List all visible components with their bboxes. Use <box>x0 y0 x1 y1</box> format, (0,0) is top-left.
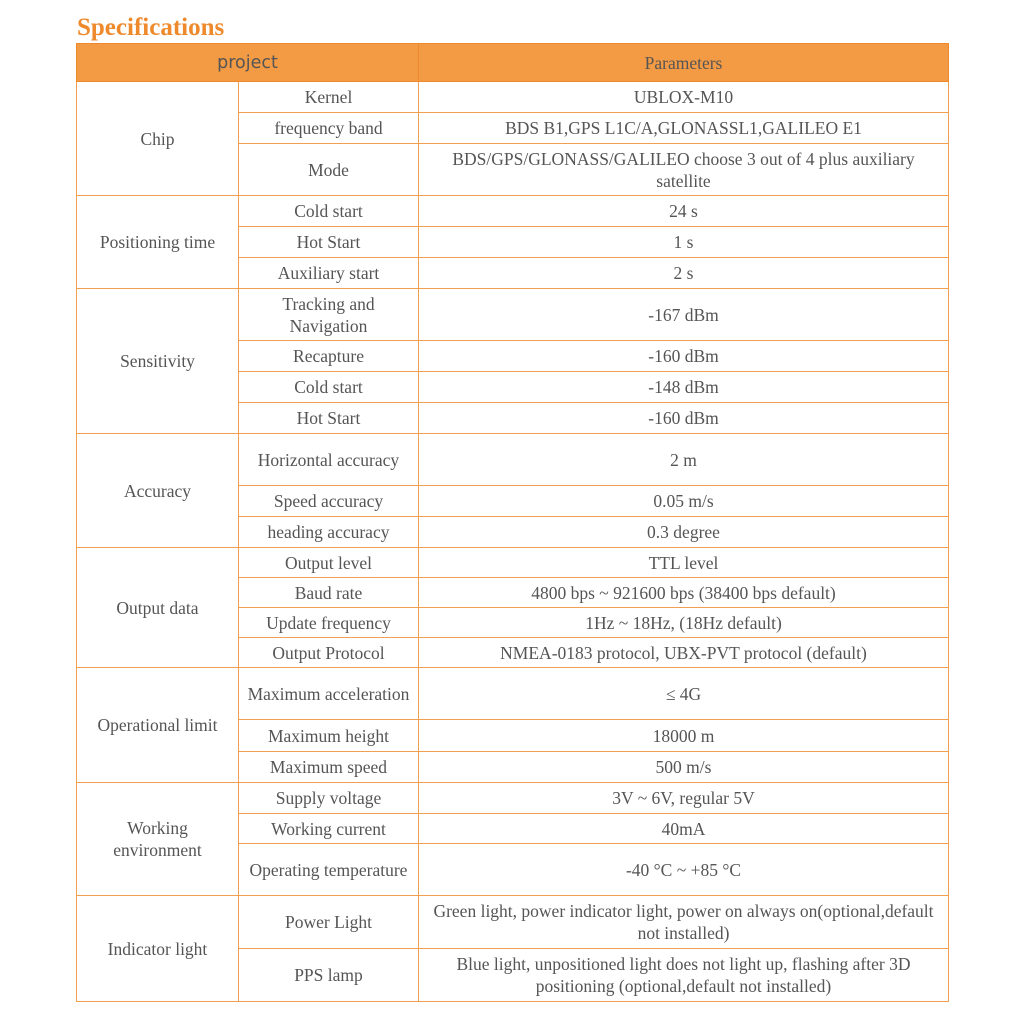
group-label: Indicator light <box>77 896 239 1002</box>
parameter-value: 0.3 degree <box>419 517 949 548</box>
parameter-value: 24 s <box>419 196 949 227</box>
item-label: Supply voltage <box>239 783 419 814</box>
item-label: Tracking and Navigation <box>239 289 419 341</box>
item-label: Recapture <box>239 341 419 372</box>
item-label: Cold start <box>239 372 419 403</box>
table-body <box>77 82 949 1002</box>
item-label: Power Light <box>239 896 419 949</box>
item-label: Hot Start <box>239 403 419 434</box>
parameter-value: -160 dBm <box>419 341 949 372</box>
parameter-value: ≤ 4G <box>419 668 949 720</box>
parameter-value: BDS/GPS/GLONASS/GALILEO choose 3 out of 4 plus auxiliary satellite <box>419 144 949 196</box>
table-row <box>77 196 949 227</box>
parameter-value: -148 dBm <box>419 372 949 403</box>
item-label: Output level <box>239 548 419 578</box>
item-label: Kernel <box>239 82 419 113</box>
parameter-value: Green light, power indicator light, power on always on(optional,default not installed) <box>419 896 949 949</box>
table-row <box>77 289 949 341</box>
item-label: Cold start <box>239 196 419 227</box>
parameter-value: 1Hz ~ 18Hz, (18Hz default) <box>419 608 949 638</box>
group-label: Sensitivity <box>77 289 239 434</box>
group-label: Positioning time <box>77 196 239 289</box>
item-label: Horizontal accuracy <box>239 434 419 486</box>
parameter-value: 40mA <box>419 814 949 844</box>
item-label: heading accuracy <box>239 517 419 548</box>
parameter-value: 2 s <box>419 258 949 289</box>
item-label: Speed accuracy <box>239 486 419 517</box>
parameter-value: UBLOX-M10 <box>419 82 949 113</box>
item-label: Operating temperature <box>239 844 419 896</box>
item-label: Output Protocol <box>239 638 419 668</box>
item-label: Hot Start <box>239 227 419 258</box>
table-row <box>77 783 949 814</box>
parameter-value: 18000 m <box>419 720 949 752</box>
header-row <box>77 44 949 82</box>
group-label: Working environment <box>77 783 239 896</box>
item-label: Auxiliary start <box>239 258 419 289</box>
specifications-table <box>76 43 949 1002</box>
group-label: Output data <box>77 548 239 668</box>
parameter-value: -40 °C ~ +85 °C <box>419 844 949 896</box>
page-title: Specifications <box>77 14 225 41</box>
parameter-value: 500 m/s <box>419 752 949 783</box>
group-label: Chip <box>77 82 239 196</box>
item-label: Update frequency <box>239 608 419 638</box>
parameter-value: -167 dBm <box>419 289 949 341</box>
table-row <box>77 434 949 486</box>
group-label: Accuracy <box>77 434 239 548</box>
parameter-value: -160 dBm <box>419 403 949 434</box>
item-label: PPS lamp <box>239 949 419 1002</box>
header-parameters: Parameters <box>419 44 949 82</box>
table-row <box>77 668 949 720</box>
item-label: frequency band <box>239 113 419 144</box>
parameter-value: Blue light, unpositioned light does not light up, flashing after 3D positioning (optional,default not installed) <box>419 949 949 1002</box>
table-row <box>77 896 949 949</box>
table-row <box>77 548 949 578</box>
parameter-value: 3V ~ 6V, regular 5V <box>419 783 949 814</box>
item-label: Working current <box>239 814 419 844</box>
parameter-value: 0.05 m/s <box>419 486 949 517</box>
header-project: project <box>77 44 419 82</box>
table-row <box>77 82 949 113</box>
parameter-value: 1 s <box>419 227 949 258</box>
parameter-value: 2 m <box>419 434 949 486</box>
item-label: Maximum speed <box>239 752 419 783</box>
item-label: Maximum height <box>239 720 419 752</box>
parameter-value: 4800 bps ~ 921600 bps (38400 bps default) <box>419 578 949 608</box>
item-label: Mode <box>239 144 419 196</box>
item-label: Baud rate <box>239 578 419 608</box>
item-label: Maximum acceleration <box>239 668 419 720</box>
parameter-value: TTL level <box>419 548 949 578</box>
parameter-value: NMEA-0183 protocol, UBX-PVT protocol (default) <box>419 638 949 668</box>
parameter-value: BDS B1,GPS L1C/A,GLONASSL1,GALILEO E1 <box>419 113 949 144</box>
group-label: Operational limit <box>77 668 239 783</box>
